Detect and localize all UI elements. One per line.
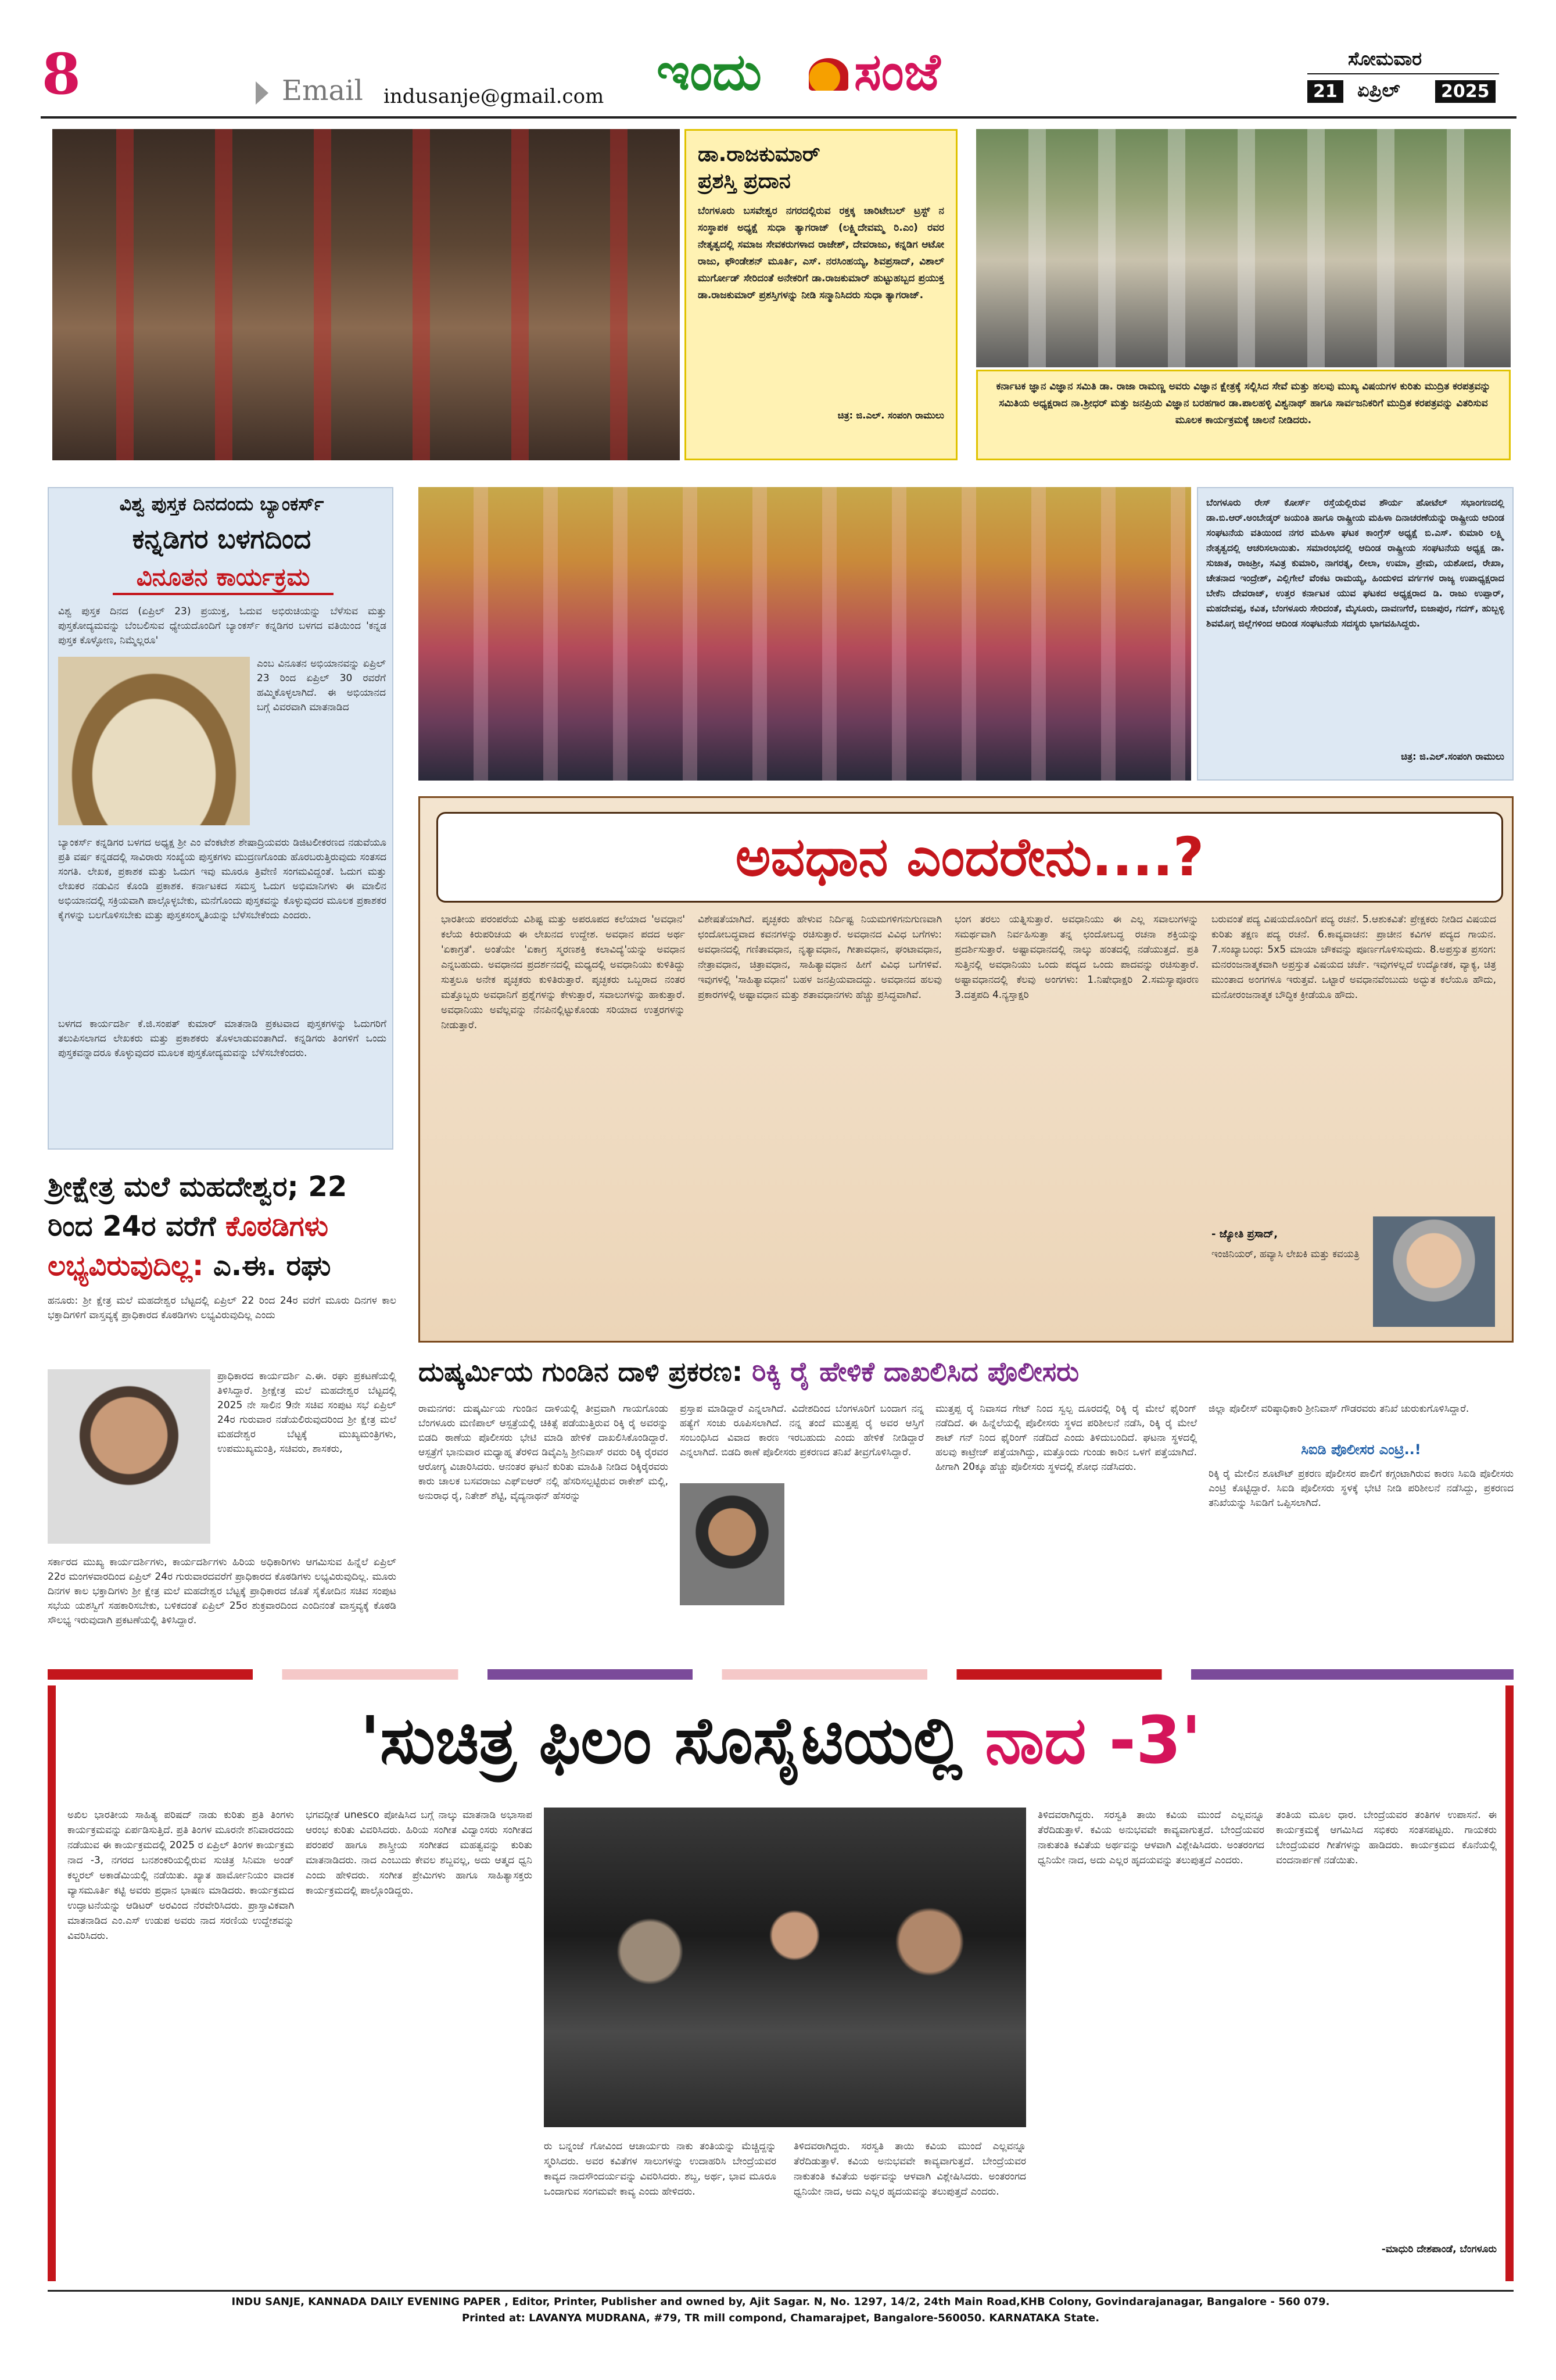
footer-imprint-2: Printed at: LAVANYA MUDRANA, #79, TR mill compond, Chamarajpet, Bangalore-560050. KARNATAKA State. — [461, 2312, 1100, 2324]
mahadeshwara-headline-3 — [48, 1247, 396, 1284]
mahadeshwara-headline-2b: ಕೊಠಡಿಗಳು — [225, 1210, 329, 1243]
mahadeshwara-body-top: ಹನೂರು: ಶ್ರೀ ಕ್ಷೇತ್ರ ಮಲೆ ಮಹದೇಶ್ವರ ಬೆಟ್ಟದಲ್ಲಿ ಏಪ್ರಿಲ್ 22 ರಿಂದ 24ರ ವರೆಗೆ ಮೂರು ದಿನಗಳ ಕಾಲ ಭಕ್ತಾದಿಗಳಿಗೆ ವಾಸ್ತವ್ಯಕ್ಕೆ ಪ್ರಾಧಿಕಾರದ ಕೊಠಡಿಗಳು ಲಭ್ಯವಿರುವುದಿಲ್ಲ ಎಂದು — [48, 1295, 396, 1321]
rajkumar-title-line1: ಡಾ.ರಾಜಕುಮಾರ್ — [698, 142, 820, 166]
ricky-rai-photo — [680, 1483, 784, 1605]
avadhana-story — [418, 796, 1514, 1343]
shooting-col-4: ಜಿಲ್ಲಾ ಪೊಲೀಸ್ ವರಿಷ್ಠಾಧಿಕಾರಿ ಶ್ರೀನಿವಾಸ್ ಗೌಡರವರು ತನಿಖೆ ಚುರುಕುಗೊಳಿಸಿದ್ದಾರೆ. — [1209, 1403, 1469, 1415]
rajkumar-award-story — [684, 129, 958, 460]
shooting-story — [418, 1354, 1514, 1656]
shooting-col-2: ಪ್ರಸ್ತಾಪ ಮಾಡಿದ್ದಾರೆ ಎನ್ನಲಾಗಿದೆ. ವಿದೇಶದಿಂದ ಬೆಂಗಳೂರಿಗೆ ಬಂದಾಗ ನನ್ನ ಹತ್ಯೆಗೆ ಸಂಚು ರೂಪಿಸಲಾಗಿದೆ. ನನ್ನ ತಂದೆ ಮುತ್ತಪ್ಪ ರೈ ಅವರ ಆಸ್ತಿಗೆ ಸಂಬಂಧಿಸಿದ ವಿವಾದ ಕಾರಣ ಇರಬಹುದು ಎಂದು ಹೇಳಿಕೆ ನೀಡಿದ್ದಾರೆ ಎನ್ನಲಾಗಿದೆ. ಬಿಡದಿ ಠಾಣೆ ಪೊಲೀಸರು ಪ್ರಕರಣದ ತನಿಖೆ ತೀವ್ರಗೊಳಿಸಿದ್ದಾರೆ. — [680, 1403, 924, 1458]
rajkumar-title-line2: ಪ್ರಶಸ್ತಿ ಪ್ರದಾನ — [698, 169, 791, 193]
sun-logo-icon — [809, 58, 848, 91]
suchitra-headline-a: 'ಸುಚಿತ್ರ ಫಿಲಂ ಸೊಸೈಟಿಯಲ್ಲಿ — [360, 1703, 963, 1778]
paper-name-right: ಸಂಜೆ — [854, 42, 941, 102]
mahadeshwara-body-side: ಪ್ರಾಧಿಕಾರದ ಕಾರ್ಯದರ್ಶಿ ಎ.ಈ. ರಘು ಪ್ರಕಟಣೆಯಲ್ಲಿ ತಿಳಿಸಿದ್ದಾರೆ. ಶ್ರೀಕ್ಷೇತ್ರ ಮಲೆ ಮಹದೇಶ್ವರ ಬೆಟ್ಟದಲ್ಲಿ 2025 ನೇ ಸಾಲಿನ 9ನೇ ಸಚಿವ ಸಂಪುಟ ಸಭೆ ಏಪ್ರಿಲ್ 24ರ ಗುರುವಾರ ನಡೆಯಲಿರುವುದರಿಂದ ಶ್ರೀ ಕ್ಷೇತ್ರ ಮಲೆ ಮಹದೇಶ್ವರ ಬೆಟ್ಟಕ್ಕೆ ಮುಖ್ಯಮಂತ್ರಿಗಳು, ಉಪಮುಖ್ಯಮಂತ್ರಿ, ಸಚಿವರು, ಶಾಸಕರು, — [217, 1370, 396, 1455]
suchitra-story — [48, 1685, 1514, 2281]
mahadeshwara-body-bottom: ಸರ್ಕಾರದ ಮುಖ್ಯ ಕಾರ್ಯದರ್ಶಿಗಳು, ಕಾರ್ಯದರ್ಶಿಗಳು ಹಿರಿಯ ಅಧಿಕಾರಿಗಳು ಆಗಮಿಸುವ ಹಿನ್ನೆಲೆ ಏಪ್ರಿಲ್ 22ರ ಮಂಗಳವಾರದಿಂದ ಏಪ್ರಿಲ್ 24ರ ಗುರುವಾರದವರೆಗೆ ಪ್ರಾಧಿಕಾರದ ಕೊಠಡಿಗಳು ಲಭ್ಯವಿರುವುದಿಲ್ಲ. ಮೂರು ದಿನಗಳ ಕಾಲ ಭಕ್ತಾದಿಗಳು ಶ್ರೀ ಕ್ಷೇತ್ರ ಮಲೆ ಮಹದೇಶ್ವರ ಬೆಟ್ಟಕ್ಕೆ ಪ್ರಾಧಿಕಾರದ ಜೊತೆ ಸೈಕೋದಿನ ಸಚಿವ ಸಂಪುಟ ಸಭೆಯ ಯಶಸ್ವಿಗೆ ಸಹಕಾರಿಸಬೇಕು, ಬಳಿಕದಂತೆ ಏಪ್ರಿಲ್ 25ರ ಶುಕ್ರವಾರದಿಂದ ಎಂದಿನಂತೆ ವಾಸ್ತವ್ಯಕ್ಕೆ ಕೊಠಡಿ ಸೌಲಭ್ಯ ಇರುವುದಾಗಿ ಪ್ರಕಟಣೆಯಲ್ಲಿ ತಿಳಿಸಿದ್ದಾರೆ. — [48, 1556, 396, 1626]
date-month: ಏಪ್ರಿಲ್ — [1357, 79, 1400, 101]
book-day-headline: ಕನ್ನಡಿಗರ ಬಳಗದಿಂದ — [132, 523, 311, 554]
avadhana-col-3: ಭಂಗ ತರಲು ಯತ್ನಿಸುತ್ತಾರೆ. ಅವಧಾನಿಯು ಈ ಎಲ್ಲ ಸವಾಲುಗಳನ್ನು ಸಮರ್ಥವಾಗಿ ನಿರ್ವಹಿಸುತ್ತಾ ತನ್ನ ಛಂದೋಬದ್ಧ ರಚನಾ ಶಕ್ತಿಯನ್ನು ಪ್ರದರ್ಶಿಸುತ್ತಾರೆ. ಅಷ್ಟಾವಧಾನದಲ್ಲಿ ನಾಲ್ಕು ಹಂತದಲ್ಲಿ ನಡೆಯುತ್ತದೆ. ಪ್ರತಿ ಸುತ್ತಿನಲ್ಲಿ ಅವಧಾನಿಯು ಒಂದು ಪದ್ಯದ ಒಂದು ಪಾದವನ್ನು ರಚಿಸುತ್ತಾರೆ. ಅಷ್ಟಾವಧಾನದಲ್ಲಿ ಕೆಲವು ಅಂಗಗಳು: 1.ನಿಷೇಧಾಕ್ಷರಿ 2.ಸಮಸ್ಯಾಪೂರಣ 3.ದತ್ತಪದಿ 4.ನ್ಯಸ್ತಾಕ್ಷರಿ — [955, 914, 1199, 1001]
shooting-headline — [418, 1354, 1514, 1389]
avadhana-col-1: ಭಾರತೀಯ ಪರಂಪರೆಯ ವಿಶಿಷ್ಟ ಮತ್ತು ಅಪರೂಪದ ಕಲೆಯಾದ 'ಅವಧಾನ' ಕಲೆಯ ಕಿರುಪರಿಚಯ ಈ ಲೇಖನದ ಉದ್ದೇಶ. ಅವಧಾನ ಪದದ ಅರ್ಥ 'ಏಕಾಗ್ರತೆ'. ಅಂತೆಯೇ 'ಏಕಾಗ್ರ ಸ್ಮರಣಶಕ್ತಿ ಕಲಾವಿದ್ಯೆ'ಯನ್ನು ಅವಧಾನ ಎನ್ನಬಹುದು. ಅವಧಾನದ ಪ್ರದರ್ಶನದಲ್ಲಿ ಮಧ್ಯದಲ್ಲಿ ಅವಧಾನಿಯು ಕುಳಿತಿದ್ದು ಸುತ್ತಲೂ ಅನೇಕ ಪೃಚ್ಛಕರು ಕುಳಿತಿರುತ್ತಾರೆ. ಪೃಚ್ಛಕರು ಒಬ್ಬರಾದ ನಂತರ ಮತ್ತೊಬ್ಬರು ಅವಧಾನಿಗೆ ಪ್ರಶ್ನೆಗಳನ್ನು ಕೇಳುತ್ತಾರೆ, ಸವಾಲುಗಳನ್ನು ಹಾಕುತ್ತಾರೆ. ಅವಧಾನಿಯು ಅವೆಲ್ಲವನ್ನು ನೆನಪಿನಲ್ಲಿಟ್ಟುಕೊಂಡು ಸರಿಯಾದ ಉತ್ತರಗಳನ್ನು ನೀಡುತ್ತಾರೆ. — [441, 914, 685, 1031]
email-arrow-icon — [256, 81, 268, 105]
suchitra-headline-b: ನಾದ -3' — [985, 1703, 1202, 1778]
date-day: 21 — [1307, 80, 1343, 103]
book-day-body-3: ಬ್ಯಾಂಕರ್ಸ್ ಕನ್ನಡಿಗರ ಬಳಗದ ಅಧ್ಯಕ್ಷ ಶ್ರೀ ಎಂ ವೆಂಕಟೇಶ ಶೇಷಾದ್ರಿಯವರು ಡಿಜಿಟಲೀಕರಣದ ನಡುವೆಯೂ ಪ್ರತಿ ವರ್ಷ ಕನ್ನಡದಲ್ಲಿ ಸಾವಿರಾರು ಸಂಖ್ಯೆಯ ಪುಸ್ತಕಗಳು ಮುದ್ರಣಗೊಂಡು ಹೊರಬರುತ್ತಿರುವುದು ಸಂತಸದ ಸಂಗತಿ. ಲೇಖಕ, ಪ್ರಕಾಶಕ ಮತ್ತು ಓದುಗ ಇವು ಮೂರೂ ತ್ರಿವೇಣಿ ಸಂಗಮವಿದ್ದಂತೆ. ಓದುಗ ಮತ್ತು ಲೇಖಕರ ನಡುವಿನ ಕೊಂಡಿ ಪ್ರಕಾಶಕ. ಕರ್ನಾಟಕದ ಸಮಸ್ತ ಓದುಗ ಅಭಿಮಾನಿಗಳು ಈ ಮಾಲಿನ ಅಭಿಯಾನದಲ್ಲಿ ಸಕ್ರಿಯವಾಗಿ ಪಾಲ್ಗೊಳ್ಳಬೇಕು, ಮನೆಗೊಂದು ಪುಸ್ತಕವನ್ನು ಕೊಳ್ಳುವುದರ ಮೂಲಕ ಪ್ರಕಾಶಕರ ಕೈಗಳನ್ನು ಬಲಗೊಳಿಸಬೇಕು ಮತ್ತು ಪುಸ್ತಕಸಂಸ್ಕೃತಿಯನ್ನು ಬೆಳೆಸಬೇಕೆಂದು ಎಂದರು. — [58, 837, 386, 921]
email-label: Email — [282, 74, 363, 107]
avadhana-headline-box — [436, 812, 1503, 903]
author-photo — [1373, 1216, 1495, 1327]
book-day-body-4: ಬಳಗದ ಕಾರ್ಯದರ್ಶಿ ಕೆ.ಜಿ.ಸಂಪತ್ ಕುಮಾರ್ ಮಾತನಾಡಿ ಪ್ರಕಟವಾದ ಪುಸ್ತಕಗಳನ್ನು ಓದುಗರಿಗೆ ತಲುಪಿಸಲಾಗದ ಲೇಖಕರು ಮತ್ತು ಪ್ರಕಾಶಕರು ತೊಳಲಾಡುವಂತಾಗಿದೆ. ಕನ್ನಡಿಗರು ತಿಂಗಳಿಗೆ ಒಂದು ಪುಸ್ತಕವನ್ನಾದರೂ ಕೊಳ್ಳುವುದರ ಮೂಲಕ ಪುಸ್ತಕೋದ್ಯಮವನ್ನು ಬೆಳೆಸಬೇಕೆಂದರು. — [58, 1018, 386, 1059]
shooting-col-4b: ರಿಕ್ಕಿ ರೈ ಮೇಲಿನ ಶೂಟೌಟ್ ಪ್ರಕರಣ ಪೊಲೀಸರ ಪಾಲಿಗೆ ಕಗ್ಗಂಟಾಗಿರುವ ಕಾರಣ ಸಿಐಡಿ ಪೊಲೀಸರು ಎಂಟ್ರಿ ಕೊಟ್ಟಿದ್ದಾರೆ. ಸಿಐಡಿ ಪೊಲೀಸರು ಸ್ಥಳಕ್ಕೆ ಭೇಟಿ ನೀಡಿ ಪರಿಶೀಲನೆ ನಡೆಸಿದ್ದು, ಪ್ರಕರಣದ ತನಿಖೆಯನ್ನು ಸಿಐಡಿಗೆ ಒಪ್ಪಿಸಲಾಗಿದೆ. — [1209, 1468, 1514, 1509]
book-day-body-1: ವಿಶ್ವ ಪುಸ್ತಕ ದಿನದ (ಏಪ್ರಿಲ್ 23) ಪ್ರಯುಕ್ತ, ಓದುವ ಅಭಿರುಚಿಯನ್ನು ಬೆಳೆಸುವ ಮತ್ತು ಪುಸ್ತಕೋದ್ಯಮವನ್ನು ಬೆಂಬಲಿಸುವ ಧ್ಯೇಯದೊಂದಿಗೆ ಬ್ಯಾಂಕರ್ಸ್ ಕನ್ನಡಿಗರ ಬಳಗದ ವತಿಯಿಂದ 'ಕನ್ನಡ ಪುಸ್ತಕ ಕೊಳ್ಳೋಣ, ನಿಮ್ಮೆಲ್ಲರೂ' — [58, 606, 386, 646]
email-address: indusanje@gmail.com — [383, 85, 604, 108]
open-book-photo — [58, 657, 250, 825]
avadhana-author-name: - ಜ್ಯೋತಿ ಪ್ರಸಾದ್, — [1211, 1228, 1278, 1240]
womens-day-caption — [1197, 487, 1514, 781]
shooting-headline-b: ರಿಕ್ಕಿ ರೈ ಹೇಳಿಕೆ ದಾಖಲಿಸಿದ ಪೊಲೀಸರು — [752, 1356, 1080, 1387]
mahadeshwara-headline-1: ಶ್ರೀಕ್ಷೇತ್ರ ಮಲೆ ಮಹದೇಶ್ವರ; 22 — [48, 1171, 347, 1203]
shooting-subhead: ಸಿಐಡಿ ಪೊಲೀಸರ ಎಂಟ್ರಿ..! — [1301, 1441, 1421, 1458]
masthead — [0, 0, 1556, 122]
masthead-rule — [41, 116, 1516, 119]
suchitra-col-4b: ತಿಳಿದವರಾಗಿದ್ದರು. ಸರಸ್ವತಿ ತಾಯಿ ಕವಿಯ ಮುಂದೆ ಎಲ್ಲವನ್ನೂ ತೆರೆದಿಡುತ್ತಾಳೆ. ಕವಿಯ ಅನುಭವವೇ ಕಾವ್ಯವಾಗುತ್ತದೆ. ಬೇಂದ್ರೆಯವರ ನಾಕುತಂತಿ ಕವಿತೆಯ ಅರ್ಥವನ್ನು ಆಳವಾಗಿ ವಿಶ್ಲೇಷಿಸಿದರು. ಅಂತರಂಗದ ಧ್ವನಿಯೇ ನಾದ, ಅದು ಎಲ್ಲರ ಹೃದಯವನ್ನು ತಲುಪುತ್ತದೆ ಎಂದರು. — [1038, 1809, 1264, 1866]
book-day-story — [48, 487, 393, 1150]
date-day-name: ಸೋಮವಾರ — [1348, 48, 1422, 70]
rajkumar-body: ಬೆಂಗಳೂರು ಬಸವೇಶ್ವರ ನಗರದಲ್ಲಿರುವ ರಕ್ತಕ್ಕ ಚಾರಿಟೇಬಲ್ ಟ್ರಸ್ಟ್ ನ ಸಂಸ್ಥಾಪಕ ಅಧ್ಯಕ್ಷೆ ಸುಧಾ ತ್ಯಾಗರಾಜ್ (ಲಕ್ಷ್ಮಿದೇವಮ್ಮ ರಿ.ಎಂ) ರವರ ನೇತೃತ್ವದಲ್ಲಿ ಸಮಾಜ ಸೇವಕರುಗಳಾದ ರಾಜೇಶ್, ದೇವರಾಜು, ಕನ್ನಡಿಗ ಆಟೋ ರಾಜು, ಫೌಂಡೇಶನ್ ಮೂರ್ತಿ, ಎಸ್. ನರಸಿಂಹಯ್ಯ, ಶಿವಪ್ರಸಾದ್, ವಿಶಾಲ್ ಮುರ್ಗೋಡ್ ಸೇರಿದಂತೆ ಅನೇಕರಿಗೆ ಡಾ.ರಾಜಕುಮಾರ್ ಹುಟ್ಟುಹಬ್ಬದ ಪ್ರಯುಕ್ತ ಡಾ.ರಾಜಕುಮಾರ್ ಪ್ರಶಸ್ತಿಗಳನ್ನು ನೀಡಿ ಸನ್ಮಾನಿಸಿದರು ಸುಧಾ ತ್ಯಾಗರಾಜ್. — [698, 205, 944, 301]
section-color-bar — [48, 1669, 1514, 1680]
mahadeshwara-headline-3b: ಎ.ಈ. ರಘು — [213, 1250, 331, 1282]
suchitra-col-2: ಭಗವದ್ಗೀತೆ unesco ಪೋಷಿಸಿದ ಬಗ್ಗೆ ನಾಲ್ಕು ಮಾತನಾಡಿ ಅಭಾಸಾಪ ಆರಂಭ ಕುರಿತು ವಿವರಿಸಿದರು. ಹಿರಿಯ ಸಂಗೀತ ವಿದ್ವಾಂಸರು ಸಂಗೀತದ ಪರಂಪರೆ ಹಾಗೂ ಶಾಸ್ತ್ರೀಯ ಸಂಗೀತದ ಮಹತ್ವವನ್ನು ಕುರಿತು ಮಾತನಾಡಿದರು. ನಾದ ಎಂಬುದು ಕೇವಲ ಶಬ್ದವಲ್ಲ, ಅದು ಆತ್ಮದ ಧ್ವನಿ ಎಂದು ಹೇಳಿದರು. ಸಂಗೀತ ಪ್ರೇಮಿಗಳು ಹಾಗೂ ಸಾಹಿತ್ಯಾಸಕ್ತರು ಕಾರ್ಯಕ್ರಮದಲ್ಲಿ ಪಾಲ್ಗೊಂಡಿದ್ದರು. — [306, 1809, 532, 1896]
science-caption-text: ಕರ್ನಾಟಕ ಜ್ಞಾನ ವಿಜ್ಞಾನ ಸಮಿತಿ ಡಾ. ರಾಜಾ ರಾಮಣ್ಣ ಅವರು ವಿಜ್ಞಾನ ಕ್ಷೇತ್ರಕ್ಕೆ ಸಲ್ಲಿಸಿದ ಸೇವೆ ಮತ್ತು ಹಲವು ಮುಖ್ಯ ವಿಷಯಗಳ ಕುರಿತು ಮುದ್ರಿತ ಕರಪತ್ರವನ್ನು ಸಮಿತಿಯ ಅಧ್ಯಕ್ಷರಾದ ನಾ.ಶ್ರೀಧರ್ ಮತ್ತು ಜನಪ್ರಿಯ ವಿಜ್ಞಾನ ಬರಹಗಾರ ಡಾ.ಪಾಲಹಳ್ಳಿ ವಿಶ್ವನಾಥ್ ಹಾಗೂ ಸಾರ್ವಜನಿಕರಿಗೆ ಮುದ್ರಿತ ಕರಪತ್ರವನ್ನು ವಿತರಿಸುವ ಮೂಲಕ ಕಾರ್ಯಕ್ರಮಕ್ಕೆ ಚಾಲನೆ ನೀಡಿದರು. — [996, 381, 1491, 426]
book-day-kicker: ವಿಶ್ವ ಪುಸ್ತಕ ದಿನದಂದು ಬ್ಯಾಂಕರ್ಸ್ — [119, 493, 324, 515]
science-committee-photo — [976, 129, 1511, 367]
suchitra-col-4: ತಿಳಿದವರಾಗಿದ್ದರು. ಸರಸ್ವತಿ ತಾಯಿ ಕವಿಯ ಮುಂದೆ ಎಲ್ಲವನ್ನೂ ತೆರೆದಿಡುತ್ತಾಳೆ. ಕವಿಯ ಅನುಭವವೇ ಕಾವ್ಯವಾಗುತ್ತದೆ. ಬೇಂದ್ರೆಯವರ ನಾಕುತಂತಿ ಕವಿತೆಯ ಅರ್ಥವನ್ನು ಆಳವಾಗಿ ವಿಶ್ಲೇಷಿಸಿದರು. ಅಂತರಂಗದ ಧ್ವನಿಯೇ ನಾದ, ಅದು ಎಲ್ಲರ ಹೃದಯವನ್ನು ತಲುಪುತ್ತದೆ ಎಂದರು. — [794, 2141, 1026, 2198]
avadhana-col-4: ಬರುವಂತೆ ಪದ್ಯ ವಿಷಯದೊಂದಿಗೆ ಪದ್ಯ ರಚನೆ. 5.ಆಶುಕವಿತೆ: ಪ್ರೇಕ್ಷಕರು ನೀಡಿದ ವಿಷಯದ ಕುರಿತು ತಕ್ಷಣ ಪದ್ಯ ರಚನೆ. 6.ಕಾವ್ಯವಾಚನ: ಪ್ರಾಚೀನ ಕವಿಗಳ ಪದ್ಯದ ಗಾಯನ. 7.ಸಂಖ್ಯಾಬಂಧ: 5x5 ಮಾಯಾ ಚೌಕವನ್ನು ಪೂರ್ಣಗೊಳಿಸುವುದು. 8.ಅಪ್ರಸ್ತುತ ಪ್ರಸಂಗ: ಮನರಂಜನಾತ್ಮಕವಾಗಿ ಅಪ್ರಸ್ತುತ ವಿಷಯದ ಚರ್ಚೆ. ಇವುಗಳಲ್ಲದೆ ಉದ್ಯೋತಕ, ವ್ಯಾಕ್ಯ, ಚಿತ್ರ ಮುಂತಾದ ಅಂಗಗಳೂ ಇರುತ್ತವೆ. ಒಟ್ಟಾರೆ ಅವಧಾನವೆಂಬುದು ಅದ್ಭುತ ಕಲೆಯೂ ಹೌದು, ಮನೋರಂಜನಾತ್ಮಕ ಬೌದ್ಧಿಕ ಕ್ರೀಡೆಯೂ ಹೌದು. — [1211, 914, 1496, 1001]
science-caption — [976, 370, 1511, 460]
suchitra-author: -ಮಾಧುರಿ ದೇಶಪಾಂಡೆ, ಬೆಂಗಳೂರು — [1381, 2243, 1497, 2255]
suchitra-col-5: ತಂತಿಯ ಮೂಲ ಧಾರ. ಬೇಂದ್ರೆಯವರ ತಂತಿಗಳ ಉಪಾಸನೆ. ಈ ಕಾರ್ಯಕ್ರಮಕ್ಕೆ ಆಗಮಿಸಿದ ಸಭಿಕರು ಸಂತಸಪಟ್ಟರು. ಗಾಯಕರು ಬೇಂದ್ರೆಯವರ ಗೀತೆಗಳನ್ನು ಹಾಡಿದರು. ಕಾರ್ಯಕ್ರಮದ ಕೊನೆಯಲ್ಲಿ ವಂದನಾರ್ಪಣೆ ನಡೆಯಿತು. — [1276, 1809, 1497, 1866]
shooting-col-1: ರಾಮನಗರ: ದುಷ್ಕರ್ಮಿಯ ಗುಂಡಿನ ದಾಳಿಯಲ್ಲಿ ತೀವ್ರವಾಗಿ ಗಾಯಗೊಂಡು ಬೆಂಗಳೂರು ಮಣಿಪಾಲ್ ಆಸ್ಪತ್ರೆಯಲ್ಲಿ ಚಿಕಿತ್ಸೆ ಪಡೆಯುತ್ತಿರುವ ರಿಕ್ಕಿ ರೈ ಅವರನ್ನು ಬಿಡದಿ ಠಾಣೆಯ ಪೊಲೀಸರು ಭೇಟಿ ಮಾಡಿ ಹೇಳಿಕೆ ದಾಖಲಿಸಿಕೊಂಡಿದ್ದಾರೆ. ಆಸ್ಪತ್ರೆಗೆ ಭಾನುವಾರ ಮಧ್ಯಾಹ್ನ ತೆರಳಿದ ಡಿವೈಎಸ್ಪಿ ಶ್ರೀನಿವಾಸ್ ರವರು ರಿಕ್ಕಿ ರೈರವರ ಆರೋಗ್ಯ ವಿಚಾರಿಸಿದರು. ಆನಂತರ ಘಟನೆ ಕುರಿತು ಮಾಹಿತಿ ನೀಡಿದ ರಿಕ್ಕಿರೈರವರು ಕಾರು ಚಾಲಕ ಬಸವರಾಜು ಎಫ್ಐಆರ್ ನಲ್ಲಿ ಹೆಸರಿಸಲ್ಪಟ್ಟಿರುವ ರಾಕೇಶ್ ಮಲ್ಲಿ, ಅನುರಾಧ ರೈ, ನಿತೇಶ್ ಶೆಟ್ಟಿ, ವೈದ್ಯನಾಥನ್ ಹೆಸರನ್ನು — [418, 1403, 668, 1502]
date-block — [1307, 48, 1511, 112]
avadhana-author-detail: ಇಂಜಿನಿಯರ್, ಹವ್ಯಾಸಿ ಲೇಖಕಿ ಮತ್ತು ಕವಯತ್ರಿ — [1211, 1248, 1360, 1260]
womens-day-photo-credit: ಚಿತ್ರ: ಜಿ.ಎಲ್.ಸಂಪಂಗಿ ರಾಮುಲು — [1401, 751, 1504, 762]
rajkumar-photo-credit: ಚಿತ್ರ: ಜಿ.ಎಲ್. ಸಂಪಂಗಿ ರಾಮುಲು — [837, 410, 944, 421]
footer-imprint-1: INDU SANJE, KANNADA DAILY EVENING PAPER , Editor, Printer, Publisher and owned by, Ajit Sagar. N, No. 1297, 14/2, 24th Main Road,KHB Colony, Govindarajanagar, Bangalore - 560 079. — [231, 2296, 1330, 2308]
page-number: 8 — [42, 41, 81, 107]
womens-day-caption-text: ಬೆಂಗಳೂರು ರೇಸ್ ಕೋರ್ಸ್ ರಸ್ತೆಯಲ್ಲಿರುವ ಶೌರ್ಯ ಹೋಟೆಲ್ ಸಭಾಂಗಣದಲ್ಲಿ ಡಾ.ಬಿ.ಆರ್.ಅಂಬೇಡ್ಕರ್ ಜಯಂತಿ ಹಾಗೂ ರಾಷ್ಟ್ರೀಯ ಮಹಿಳಾ ದಿನಾಚರಣೆಯನ್ನು ರಾಷ್ಟ್ರೀಯ ಆದಿಂಡ ಸಂಘಟನೆಯ ವತಿಯಿಂದ ನಗರ ಮಹಿಳಾ ಘಟಕ ಕಾಂಗ್ರೆಸ್ ಅಧ್ಯಕ್ಷೆ ಬಿ.ಎಸ್. ಕುಮಾರಿ ಲಕ್ಷ್ಮಿ ನೇತೃತ್ವದಲ್ಲಿ ಆಚರಿಸಲಾಯಿತು. ಸಮಾರಂಭದಲ್ಲಿ ಆದಿಂಡ ರಾಷ್ಟ್ರೀಯ ಸಂಘಟನೆಯ ಅಧ್ಯಕ್ಷ ಡಾ. ಸುಜಾತ, ರಾಜಶ್ರೀ, ಸವಿತ್ರ ಕುಮಾರಿ, ನಾಗರತ್ನ, ಲೀಲಾ, ಉಮಾ, ಪ್ರೇಮ, ಯಶೋದ, ರೇಖಾ, ಚೇತನಾದ ಇಂದ್ರೇಶ್, ಎಲ್ಲಿಗೇಲೆ ವೆಂಕಟ ರಾಮಯ್ಯ, ಹಿಂದುಳಿದ ವರ್ಗಗಳ ರಾಜ್ಯ ಉಪಾಧ್ಯಕ್ಷರಾದ ಬೇಕೆನಿ ದೇವರಾಜ್, ಉತ್ತರ ಕರ್ನಾಟಕ ಯುವ ಘಟಕದ ಅಧ್ಯಕ್ಷರಾದ ಡಿ. ರಾಜು ಉಪ್ಪಾರ್, ಮಹದೇವಪ್ಪ, ಕವಿತ, ಬೆಂಗಳೂರು ಸೇರಿದಂತೆ, ಮೈಸೂರು, ದಾವಣಗೆರೆ, ಬಿಜಾಪುರ, ಗದಗ್, ಹುಬ್ಬಳ್ಳಿ ಶಿವಮೊಗ್ಗ ಜಿಲ್ಲೆಗಳಿಂದ ಆದಿಂಡ ಸಂಘಟನೆಯ ಸದಸ್ಯರು ಭಾಗವಹಿಸಿದ್ದರು. — [1206, 497, 1504, 629]
award-ceremony-photo — [52, 129, 680, 460]
avadhana-headline: ಅವಧಾನ ಎಂದರೇನು....? — [735, 826, 1204, 888]
mahadeshwara-headline-3a: ಲಭ್ಯವಿರುವುದಿಲ್ಲ: — [48, 1250, 204, 1282]
suchitra-panel-photo — [544, 1808, 1026, 2127]
book-day-body-2: ಎಂಬ ವಿನೂತನ ಅಭಿಯಾನವನ್ನು ಏಪ್ರಿಲ್ 23 ರಿಂದ ಏಪ್ರಿಲ್ 30 ರವರೆಗೆ ಹಮ್ಮಿಕೊಳ್ಳಲಾಗಿದೆ. ಈ ಅಭಿಯಾನದ ಬಗ್ಗೆ ವಿವರವಾಗಿ ಮಾತನಾಡಿದ — [257, 658, 386, 713]
suchitra-headline — [56, 1685, 1505, 1796]
raghu-portrait-photo — [48, 1369, 210, 1544]
paper-name-left: ಇಂದು — [657, 42, 762, 102]
suchitra-col-1: ಅಖಿಲ ಭಾರತೀಯ ಸಾಹಿತ್ಯ ಪರಿಷದ್ ನಾಡು ಕುರಿತು ಪ್ರತಿ ತಿಂಗಳು ಕಾರ್ಯಕ್ರಮವನ್ನು ಏರ್ಪಡಿಸುತ್ತಿದೆ. ಪ್ರತಿ ತಿಂಗಳ ಮೂರನೇ ಶನಿವಾರದಂದು ನಡೆಯುವ ಈ ಕಾರ್ಯಕ್ರಮದಲ್ಲಿ 2025 ರ ಏಪ್ರಿಲ್ ತಿಂಗಳ ಕಾರ್ಯಕ್ರಮ ನಾದ -3, ನಗರದ ಬನಶಂಕರಿಯಲ್ಲಿರುವ ಸುಚಿತ್ರ ಸಿನಿಮಾ ಅಂಡ್ ಕಲ್ಚರಲ್ ಅಕಾಡೆಮಿಯಲ್ಲಿ ನಡೆಯಿತು. ಖ್ಯಾತ ಹಾರ್ಮೋನಿಯಂ ವಾದಕ ವ್ಯಾಸಮೂರ್ತಿ ಕಟ್ಟಿ ಅವರು ಪ್ರಧಾನ ಭಾಷಣ ಮಾಡಿದರು. ಕಾರ್ಯಕ್ರಮದ ಉದ್ಘಾಟನೆಯನ್ನು ಆಡಿಟರ್ ಅರವಿಂದ ನೆರವೇರಿಸಿದರು. ಪ್ರಾಸ್ತಾವಿಕವಾಗಿ ಮಾತನಾಡಿದ ಎಂ.ಎಸ್ ಉಡುಪ ಅವರು ನಾದ ಸರಣಿಯ ಉದ್ದೇಶವನ್ನು ವಿವರಿಸಿದರು. — [67, 1809, 294, 1942]
avadhana-col-2: ವಿಶೇಷತೆಯಾಗಿದೆ. ಪೃಚ್ಛಕರು ಹೇಳುವ ನಿರ್ದಿಷ್ಟ ನಿಯಮಗಳಿಗನುಗುಣವಾಗಿ ಛಂದೋಬದ್ಧವಾದ ಕವನಗಳನ್ನು ರಚಿಸುತ್ತಾರೆ. ಅವಧಾನದ ವಿವಿಧ ಬಗೆಗಳು: ಅವಧಾನದಲ್ಲಿ ಗಣಿತಾವಧಾನ, ನೃತ್ಯಾವಧಾನ, ಗೀತಾವಧಾನ, ಘಂಟಾವಧಾನ, ನೇತ್ರಾವಧಾನ, ಚಿತ್ರಾವಧಾನ, ಸಾಹಿತ್ಯಾವಧಾನ ಹೀಗೆ ವಿವಿಧ ಬಗೆಗಳಿವೆ. ಇವುಗಳಲ್ಲಿ 'ಸಾಹಿತ್ಯಾವಧಾನ' ಬಹಳ ಜನಪ್ರಿಯವಾದದ್ದು. ಅವಧಾನದ ಹಲವು ಪ್ರಕಾರಗಳಲ್ಲಿ ಅಷ್ಟಾವಧಾನ ಮತ್ತು ಶತಾವಧಾನಗಳು ಹೆಚ್ಚು ಪ್ರಸಿದ್ಧವಾಗಿವೆ. — [698, 914, 942, 1001]
date-year: 2025 — [1435, 80, 1496, 103]
mahadeshwara-headline-2 — [48, 1208, 396, 1245]
footer-rule — [48, 2290, 1514, 2292]
mahadeshwara-story — [48, 1168, 396, 1656]
mahadeshwara-headline-2a: ರಿಂದ 24ರ ವರೆಗೆ — [48, 1210, 216, 1243]
shooting-col-3: ಮುತ್ತಪ್ಪ ರೈ ನಿವಾಸದ ಗೇಟ್ ನಿಂದ ಸ್ವಲ್ಪ ದೂರದಲ್ಲಿ ರಿಕ್ಕಿ ರೈ ಮೇಲೆ ಫೈರಿಂಗ್ ನಡೆದಿದೆ. ಈ ಹಿನ್ನೆಲೆಯಲ್ಲಿ ಪೊಲೀಸರು ಸ್ಥಳದ ಪರಿಶೀಲನೆ ನಡೆಸಿ, ರಿಕ್ಕಿ ರೈ ಮೇಲೆ ಶಾಟ್ ಗನ್ ನಿಂದ ಫೈರಿಂಗ್ ನಡೆದಿದೆ ಎಂದು ತಿಳಿದುಬಂದಿದೆ. ಘಟನಾ ಸ್ಥಳದಲ್ಲಿ ಹಲವು ಕಾಟ್ರೇಜ್ ಪತ್ತೆಯಾಗಿದ್ದು, ಮತ್ತೊಂದು ಗುಂಡು ಕಾರಿನ ಒಳಗೆ ಪತ್ತೆಯಾಗಿದೆ. ಹೀಗಾಗಿ 20ಕ್ಕೂ ಹೆಚ್ಚು ಪೊಲೀಸರು ಸ್ಥಳದಲ್ಲಿ ಶೋಧ ನಡೆಸಿದರು. — [935, 1403, 1197, 1473]
book-day-subhead: ವಿನೂತನ ಕಾರ್ಯಕ್ರಮ — [113, 563, 334, 595]
suchitra-col-3: ರು ಬನ್ನಂಜೆ ಗೋವಿಂದ ಆಚಾರ್ಯರು ನಾಕು ತಂತಿಯನ್ನು ಮೆಚ್ಚಿದ್ದನ್ನು ಸ್ಮರಿಸಿದರು. ಅವರ ಕವಿತೆಗಳ ಸಾಲುಗಳನ್ನು ಉದಾಹರಿಸಿ ಬೇಂದ್ರೆಯವರ ಕಾವ್ಯದ ನಾದಸೌಂದರ್ಯವನ್ನು ವಿವರಿಸಿದರು. ಶಬ್ದ, ಅರ್ಥ, ಭಾವ ಮೂರೂ ಒಂದಾಗುವ ಸಂಗಮವೇ ಕಾವ್ಯ ಎಂದು ಹೇಳಿದರು. — [544, 2141, 776, 2198]
womens-day-photo — [418, 487, 1191, 781]
shooting-headline-a: ದುಷ್ಕರ್ಮಿಯ ಗುಂಡಿನ ದಾಳಿ ಪ್ರಕರಣ: — [418, 1356, 743, 1387]
paper-logo — [657, 42, 982, 112]
